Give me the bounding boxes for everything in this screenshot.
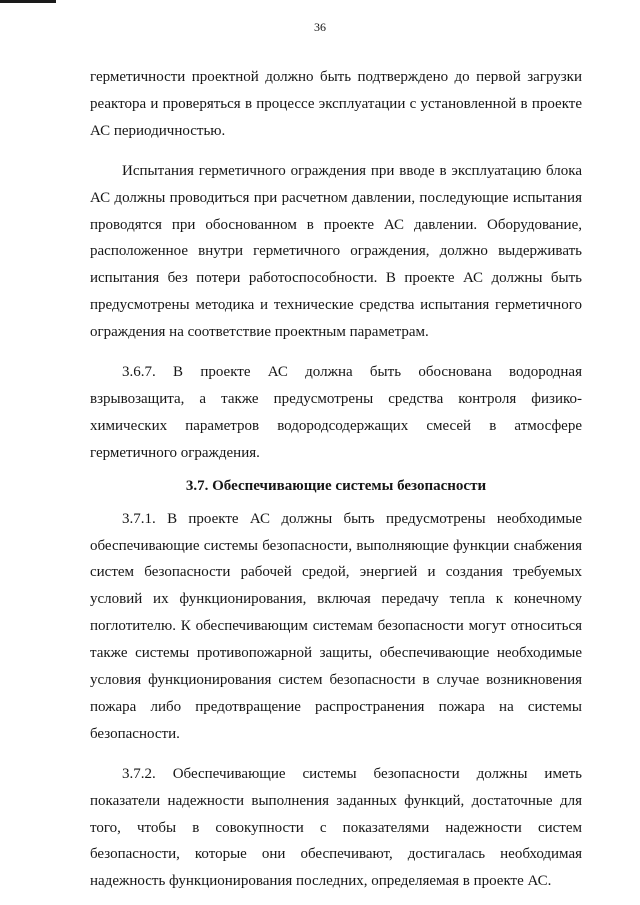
paragraph-continuation: герметичности проектной должно быть подтверждено до первой загрузки реактора и проверяться в процессе эксплуатации с установленной в проекте АС периодичностью. — [90, 69, 582, 139]
section-heading-3-7: 3.7. Обеспечивающие системы безопасности — [185, 477, 487, 494]
paragraph-3-7-1: 3.7.1. В проекте АС должны быть предусмотрены необходимые обеспечивающие системы безопасности, выполняющие функции снабжения систем безопасности рабочей средой, энергией и создания требуемых условий их функционирования, включая передачу тепла к конечному поглотителю. К обеспечивающим системам безопасности могут относиться также системы противопожарной защиты, обеспечивающие необходимые условия функционирования систем безопасности в случае возникновения пожара либо предотвращение распространения пожара на системы безопасности. — [90, 510, 582, 742]
paragraph-containment-tests: Испытания герметичного ограждения при вводе в эксплуатацию блока АС должны проводиться при расчетном давлении, последующие испытания проводятся при обоснованном в проекте АС давлении. Оборудование, расположенное внутри герметичного ограждения, должно выдерживать испытания без потери работоспособности. В проекте АС должны быть предусмотрены методика и технические средства испытания герметичного ограждения на соответствие проектным параметрам. — [90, 162, 582, 341]
page-number: 36 — [314, 20, 326, 34]
document-body — [90, 64, 582, 895]
top-edge-rule — [0, 0, 56, 3]
paragraph-3-6-7: 3.6.7. В проекте АС должна быть обоснована водородная взрывозащита, а также предусмотрены средства контроля физико-химических параметров водородсодержащих смесей в атмосфере герметичного ограждения. — [90, 364, 582, 461]
paragraph-3-7-2: 3.7.2. Обеспечивающие системы безопасности должны иметь показатели надежности выполнения заданных функций, достаточные для того, чтобы в совокупности с показателями надежности систем безопасности, которые они обеспечивают, достигалась необходимая надежность функционирования последних, определяемая в проекте АС. — [90, 765, 582, 890]
